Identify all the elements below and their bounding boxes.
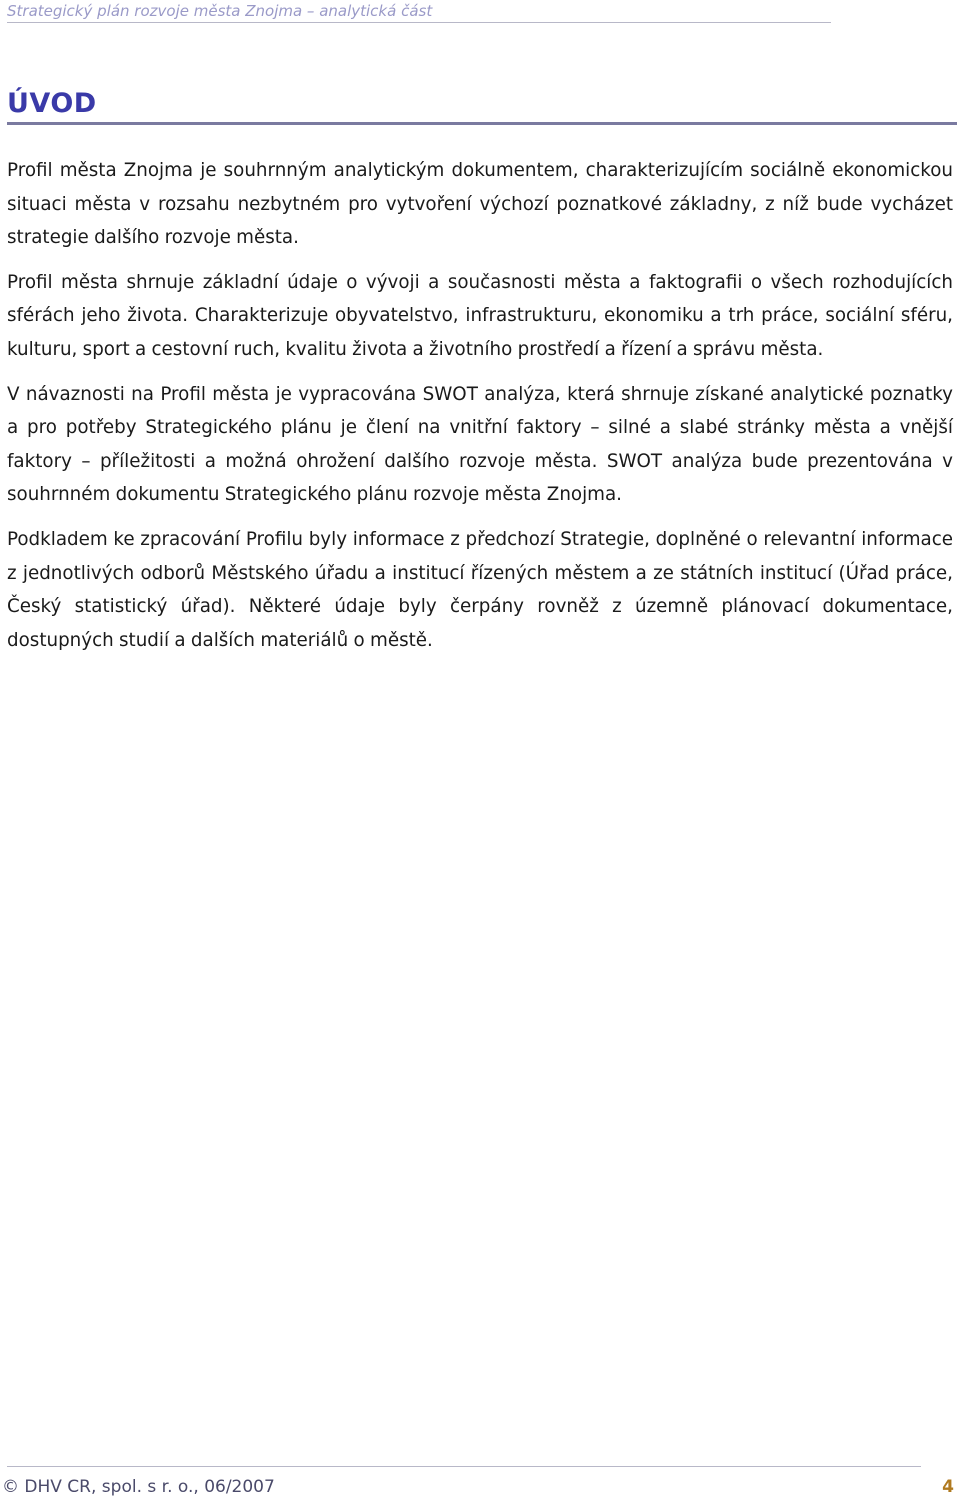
- body-text: [7, 154, 953, 657]
- section-title: ÚVOD: [7, 88, 957, 125]
- footer-copyright: © DHV CR, spol. s r. o., 06/2007: [2, 1477, 275, 1497]
- footer-divider: [7, 1466, 921, 1467]
- paragraph-profile-summary: Profil města shrnuje základní údaje o vývoji a současnosti města a faktografii o všech rozhodujících sférách jeho života. Charakterizuje obyvatelstvo, infrastrukturu, ekonomiku a trh práce, sociální sféru, kulturu, sport a cestovní ruch, kvalitu života a životního prostředí a řízení a správu města.: [7, 271, 953, 360]
- page-number: 4: [942, 1477, 954, 1497]
- paragraph-intro: Profil města Znojma je souhrnným analytickým dokumentem, charakterizujícím sociálně ekonomickou situaci města v rozsahu nezbytném pro vytvoření výchozí poznatkové základny, z níž bude vycházet strategie dalšího rozvoje města.: [7, 160, 953, 249]
- paragraph-swot: V návaznosti na Profil města je vypracována SWOT analýza, která shrnuje získané analytické poznatky a pro potřeby Strategického plánu je člení na vnitřní faktory – silné a slabé stránky města a vnější faktory – příležitosti a možná ohrožení dalšího rozvoje města. SWOT analýza bude prezentována v souhrnném dokumentu Strategického plánu rozvoje města Znojma.: [7, 383, 953, 506]
- paragraph-sources: Podkladem ke zpracování Profilu byly informace z předchozí Strategie, doplněné o relevantní informace z jednotlivých odborů Městského úřadu a institucí řízených městem a ze státních institucí (Úřad práce, Český statistický úřad). Některé údaje byly čerpány rovněž z územně plánovací dokumentace, dostupných studií a dalších materiálů o městě.: [7, 528, 953, 651]
- running-header: Strategický plán rozvoje města Znojma – analytická část: [7, 2, 831, 23]
